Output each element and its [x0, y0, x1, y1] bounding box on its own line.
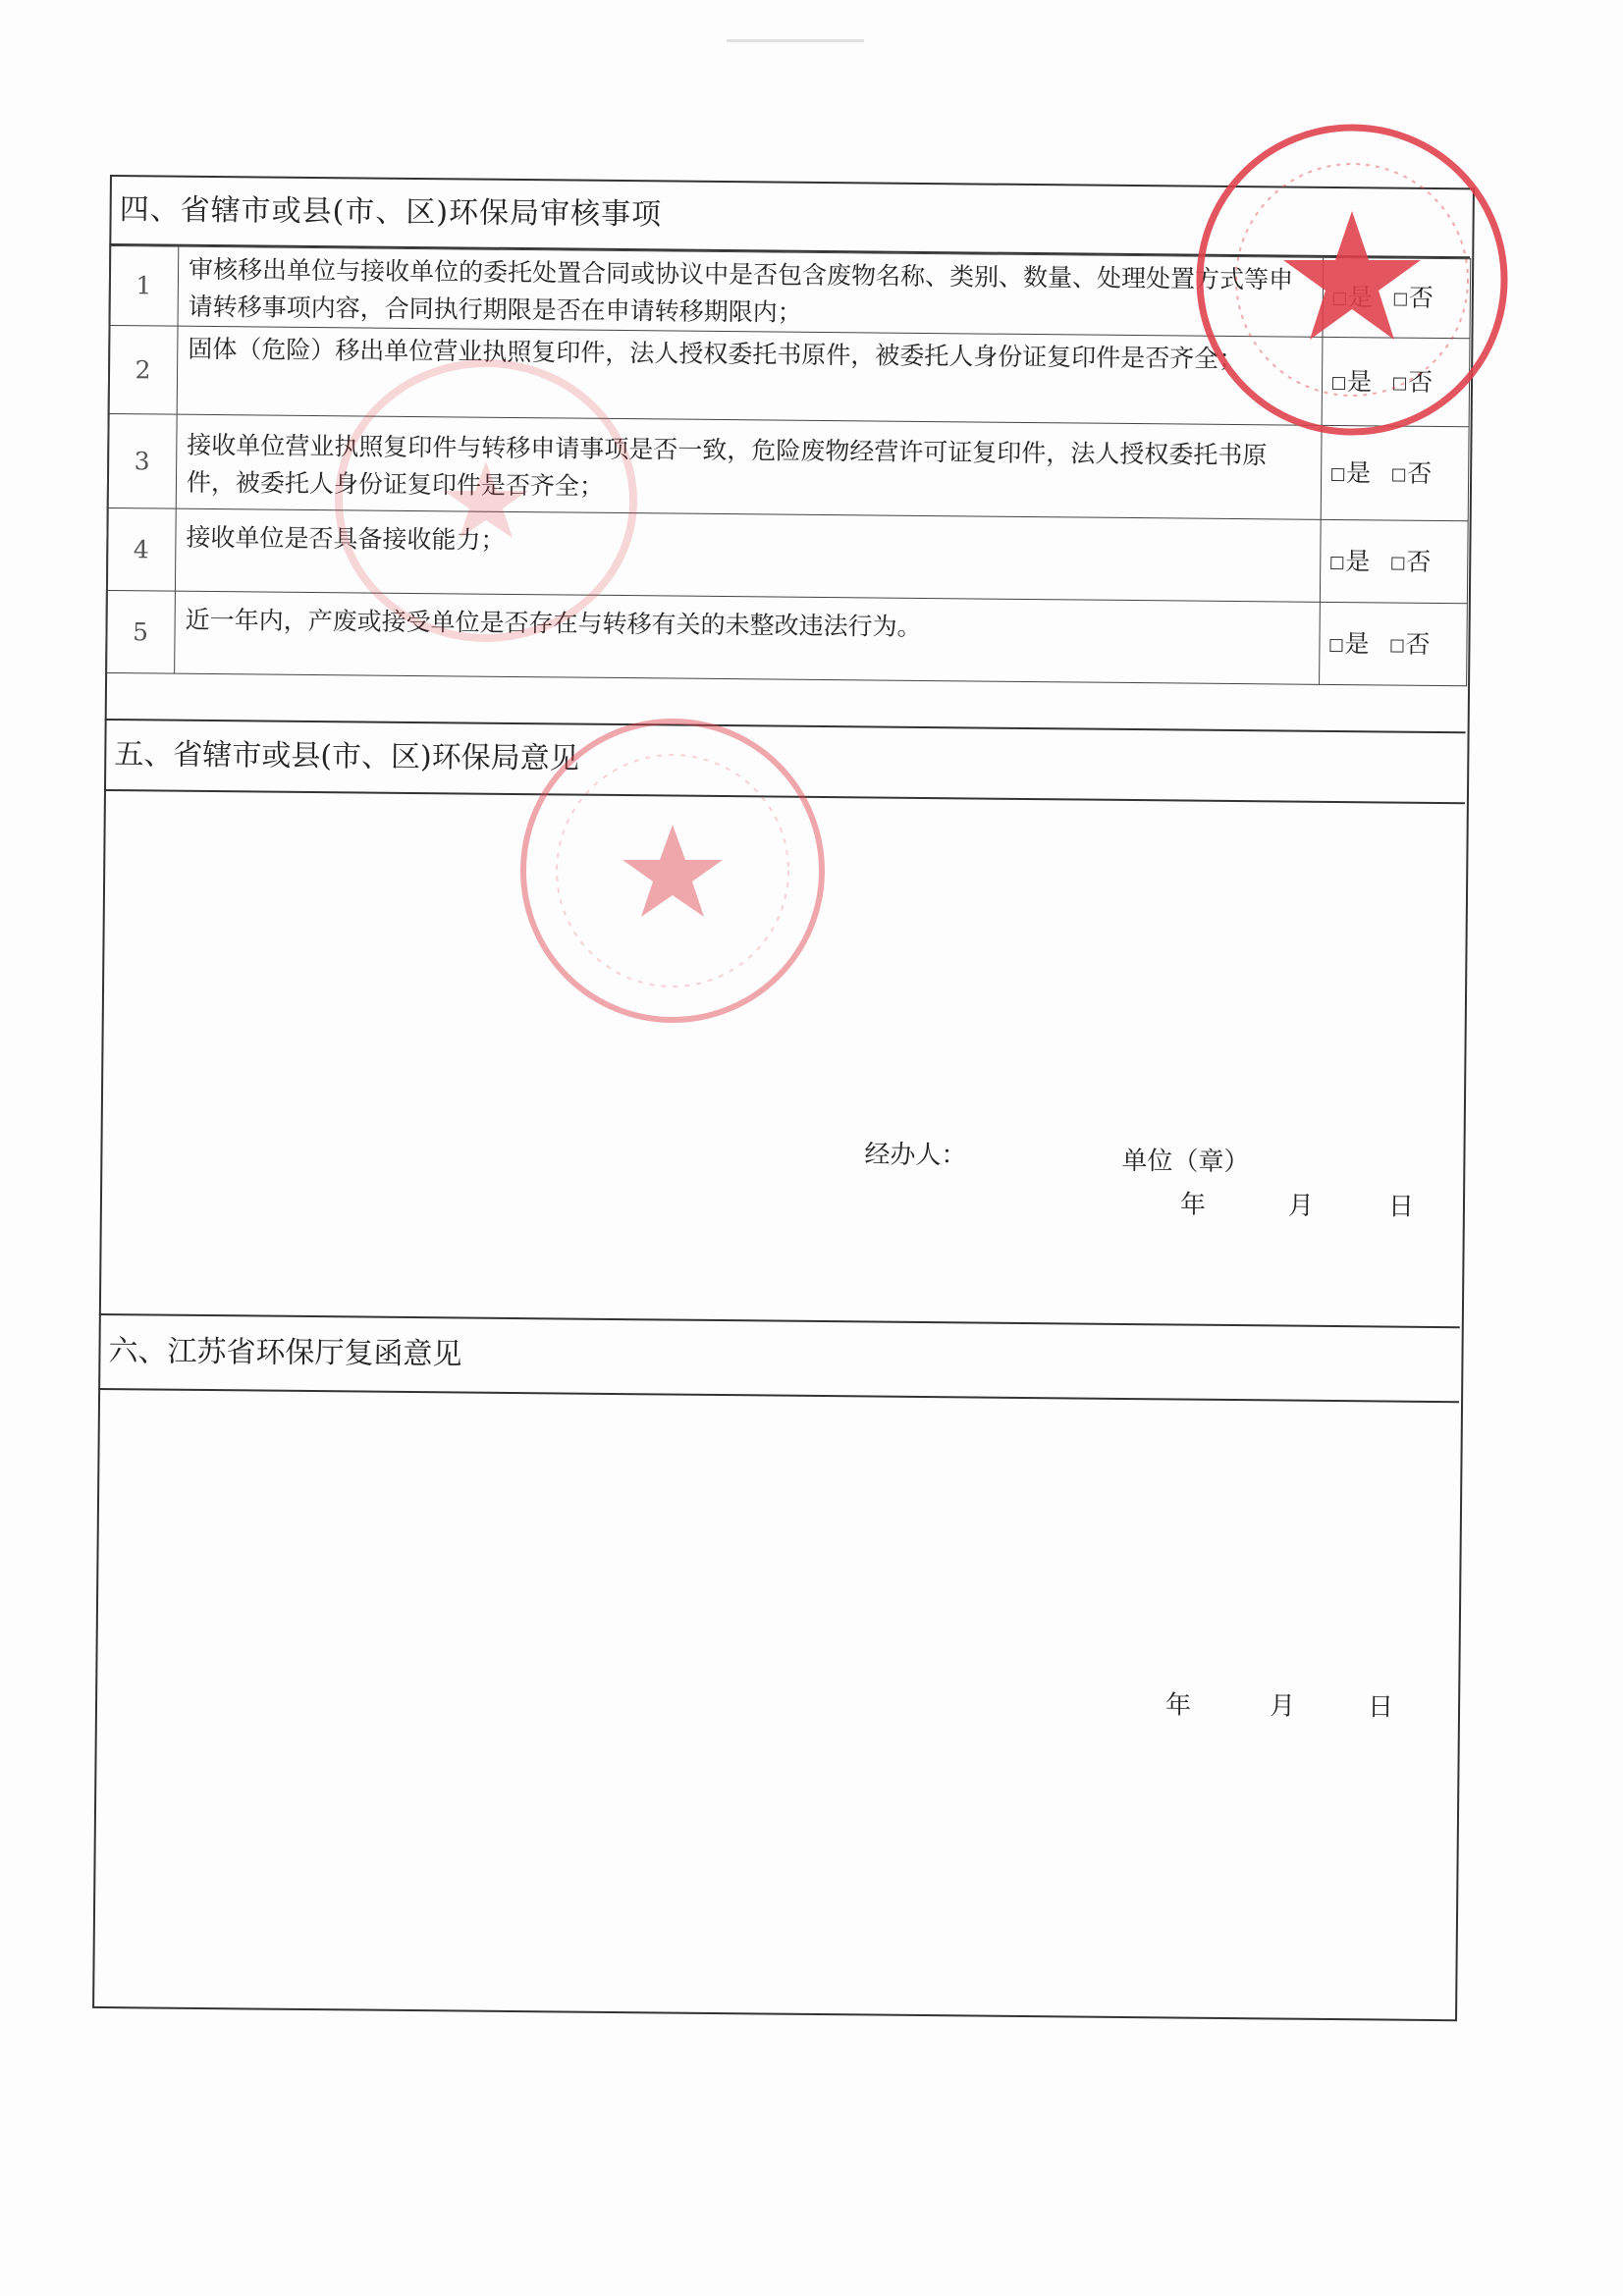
- row-number: 5: [106, 590, 176, 673]
- handler-label: 经办人：: [864, 1140, 967, 1171]
- date-day-label: 日: [1367, 1692, 1394, 1723]
- table-row: [106, 507, 1468, 603]
- no-option[interactable]: 否: [1394, 280, 1434, 317]
- yes-option[interactable]: 是: [1331, 454, 1371, 491]
- table-row: [106, 590, 1468, 685]
- checkbox-icon[interactable]: [1330, 556, 1343, 568]
- checkbox-icon[interactable]: [1331, 467, 1344, 480]
- checkbox-icon[interactable]: [1392, 468, 1405, 481]
- no-option[interactable]: 否: [1391, 543, 1431, 580]
- checkbox-icon[interactable]: [1390, 639, 1403, 652]
- row-text: 接收单位营业执照复印件与转移申请事项是否一致，危险废物经营许可证复印件，法人授权委托书原件，被委托人身份证复印件是否齐全；: [176, 414, 1322, 519]
- section4-title: 四、省辖市或县(市、区)环保局审核事项: [109, 175, 1471, 258]
- row-number: 4: [106, 507, 176, 591]
- yes-no-options: [1320, 519, 1468, 603]
- checkbox-icon[interactable]: [1391, 557, 1404, 569]
- date-month-label: 月: [1287, 1191, 1315, 1221]
- row-number: 1: [109, 246, 179, 327]
- row-number: 2: [108, 325, 178, 414]
- checkbox-icon[interactable]: [1329, 638, 1342, 651]
- row-text: 接收单位是否具备接收能力；: [175, 508, 1321, 602]
- row-text: 固体（危险）移出单位营业执照复印件，法人授权委托书原件，被委托人身份证复印件是否齐全；: [177, 326, 1323, 425]
- official-seal-stamp: [1190, 118, 1514, 442]
- scan-header-remnant: [727, 29, 864, 53]
- no-option[interactable]: 否: [1390, 625, 1430, 663]
- yes-no-options: [1320, 602, 1468, 685]
- date-month-label: 月: [1269, 1691, 1296, 1722]
- no-option[interactable]: 否: [1393, 363, 1433, 400]
- no-option[interactable]: 否: [1392, 454, 1432, 492]
- date-year-label: 年: [1164, 1690, 1192, 1721]
- section6-title: 六、江苏省环保厅复函意见: [98, 1313, 1460, 1403]
- unit-seal-label: 单位（章）: [1121, 1146, 1250, 1178]
- date-day-label: 日: [1387, 1192, 1415, 1222]
- section6-opinion-area[interactable]: [92, 1390, 1459, 2011]
- row-number: 3: [107, 413, 177, 508]
- row-text: 审核移出单位与接收单位的委托处置合同或协议中是否包含废物名称、类别、数量、处理处置方式等申请转移事项内容，合同执行期限是否在申请转移期限内；: [178, 246, 1324, 337]
- section5-title: 五、省辖市或县(市、区)环保局意见: [104, 719, 1466, 804]
- approval-form: [92, 175, 1475, 2021]
- yes-option[interactable]: 是: [1329, 624, 1369, 662]
- row-text: 近一年内，产废或接受单位是否存在与转移有关的未整改违法行为。: [175, 591, 1321, 684]
- yes-option[interactable]: 是: [1332, 362, 1372, 400]
- ghost-seal-stamp: [324, 353, 648, 648]
- yes-option[interactable]: 是: [1330, 542, 1370, 579]
- agency-seal-stamp: [511, 709, 835, 1033]
- date-year-label: 年: [1179, 1190, 1207, 1220]
